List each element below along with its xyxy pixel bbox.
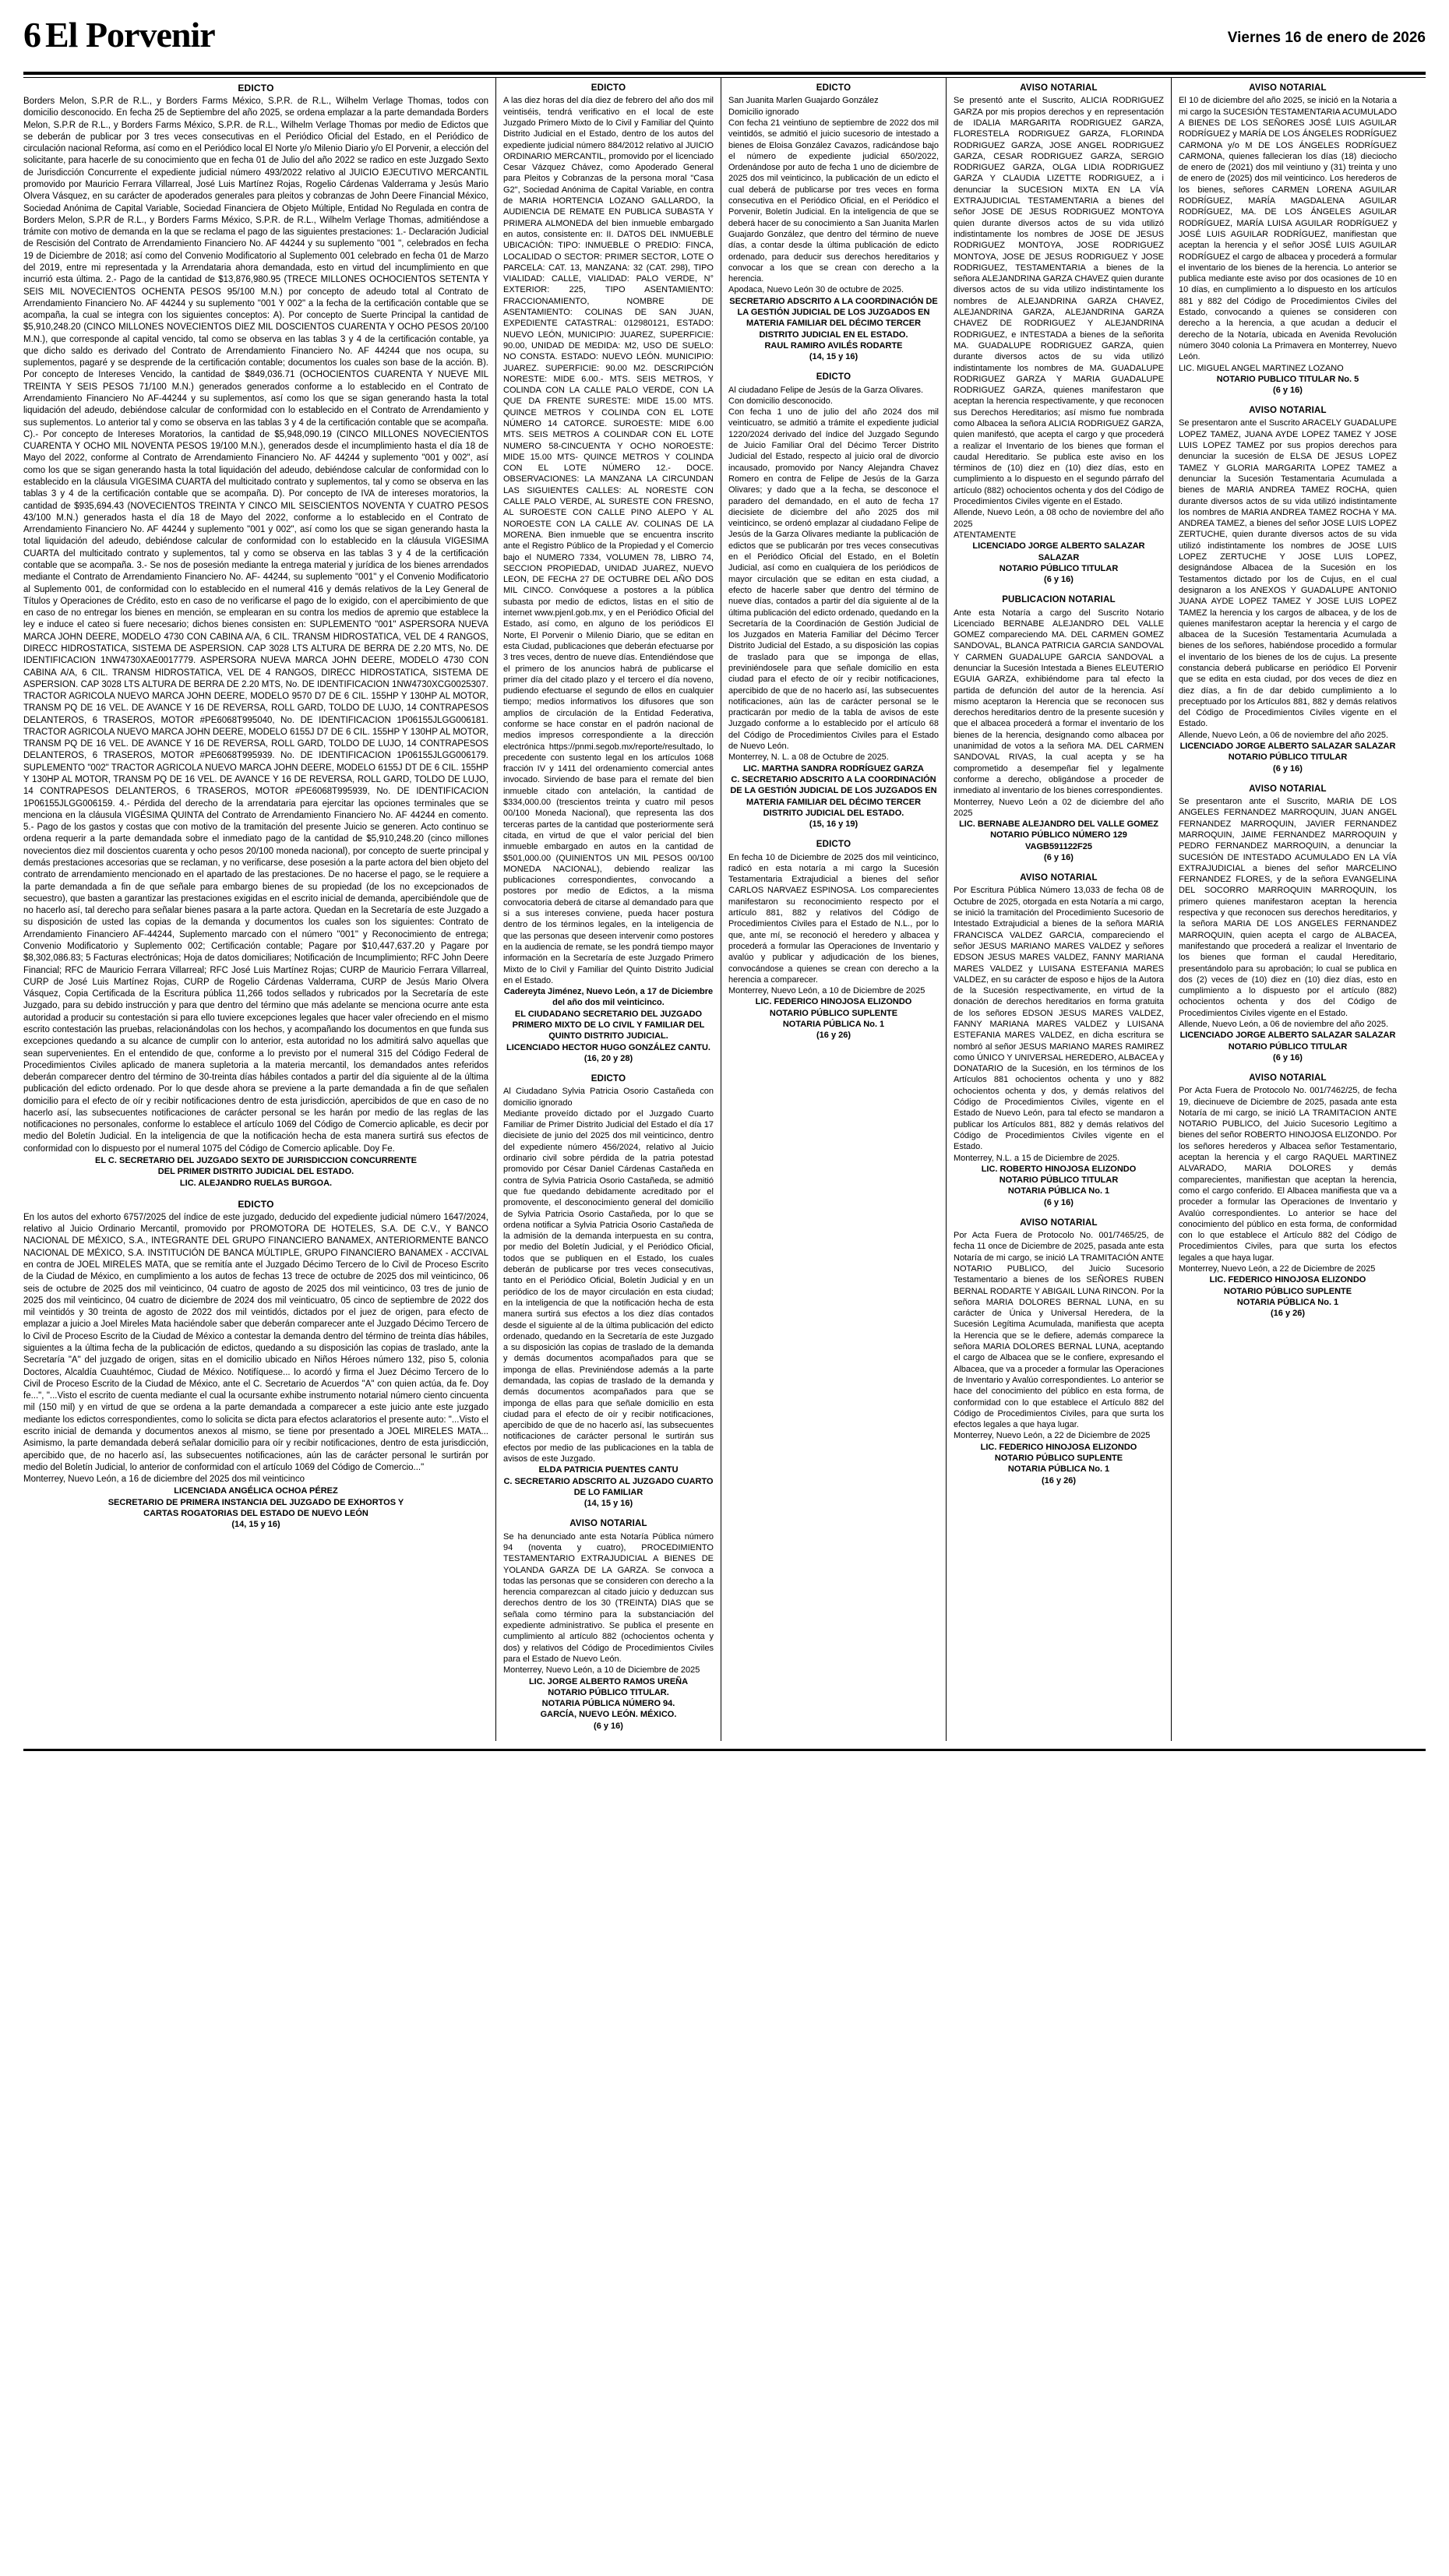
notice-signature-line: ELDA PATRICIA PUENTES CANTU — [538, 1465, 679, 1475]
notice-column — [23, 78, 496, 1741]
notice-paragraph: San Juanita Marlen Guajardo González — [728, 96, 879, 106]
notice-signature-line: EL CIUDADANO SECRETARIO DEL JUZGADO PRIMERO MIXTO DE LO CIVIL Y FAMILIAR DEL QUINTO DISTRITO JUDICIAL. — [512, 1009, 705, 1041]
legal-notice — [954, 83, 1164, 584]
notice-signature-line: DEL PRIMER DISTRITO JUDICIAL DEL ESTADO. — [157, 1167, 354, 1177]
legal-notice — [1179, 1073, 1397, 1318]
notice-signature-line: NOTARIO PÚBLICO SUPLENTE — [769, 1008, 898, 1018]
publication-dates: (16 y 26) — [816, 1031, 851, 1041]
notice-signature-line: LIC. FEDERICO HINOJOSA ELIZONDO — [1209, 1275, 1366, 1285]
masthead-title — [23, 17, 215, 53]
notice-heading: EDICTO — [591, 83, 626, 93]
notice-signature-line: Cadereyta Jiménez, Nuevo León, a 17 de Diciembre del año dos mil veinticinco. — [503, 987, 714, 1008]
legal-notice — [503, 83, 714, 1063]
notice-column — [947, 78, 1172, 1741]
notice-paragraph: Se presentaron ante el Suscrito ARACELY GUADALUPE LOPEZ TAMEZ, JUANA AYDE LOPEZ TAMEZ Y JOSE LUIS LOPEZ TAMEZ por sus propios derechos para denunciar la sucesión de ELSA DE JESUS LOPEZ TAMEZ Y GLORIA MARGARITA LOPEZ TAMEZ a denunciar la Sucesión Testamentaria Acumulada a bienes de MARIA ANDREA TAMEZ ROCHA, quien durante diversos actos de su vida utilizó indistintamente los nombres de MARIA ANDREA TAMEZ ROCHA Y MA. ANDREA TAMEZ, a bienes del señor JOSE LUIS LOPEZ ZERTUCHE, quien durante diversos actos de su vida utilizó indistintamente los nombres de JOSE LUIS LOPEZ ZERTUCHE Y JOSE LUIS LOPEZ, designándose Albacea de la Sucesión en los Testamentos dictado por los de Cujus, en el cual designaron a los ANEXOS Y GUADALUPE ANTONIO JUANA AYDE LOPEZ TAMEZ Y JOSE LUIS LOPEZ TAMEZ la herencia y los cargos de albacea, y de los de quienes manifestaron aceptar la herencia y el cargo de albacea de la Sucesión Testamentaria Acumulada a bienes de los señores, habiéndose procedido a formular el inventario de los bienes de los de cujus. La presente constancia deberá publicarse en periódico El Porvenir que se edita en esta ciudad, por dos veces de diez en diez días, a fin de dar debido cumplimiento a lo preceptuado por los Artículos 881, 882 y demás relativos del Código de Procedimientos Civiles vigente en el Estado. — [1179, 418, 1397, 729]
notice-paragraph: ATENTAMENTE — [954, 530, 1017, 540]
newspaper-name: El Porvenir — [45, 15, 215, 55]
notice-signature-line: LIC. BERNABE ALEJANDRO DEL VALLE GOMEZ — [959, 819, 1158, 830]
publication-dates: (6 y 16) — [1273, 763, 1303, 774]
notice-heading: EDICTO — [591, 1073, 626, 1084]
notice-paragraph: En los autos del exhorto 6757/2025 del índice de este juzgado, deducido del expediente judicial número 1647/2024, relativo al Juicio Ordinario Mercantil, promovido por PROMOTORA DE HOTELES, S.A. DE C.V., Y BANCO NACIONAL DE MÉXICO, S.A., INTEGRANTE DEL GRUPO FINANCIERO BANAMEX, ANTERIORMENTE BANCO NACIONAL DE MÉXICO, S.A. INSTITUCIÓN DE BANCA MÚLTIPLE, GRUPO FINANCIERO BANAMEX - ACCIVAL en contra de JOEL MIRELES MATA, que se remitía ante el Juzgado Décimo Tercero de lo Civil de Proceso Escrito de la Ciudad de México, en cumplimiento a los autos de fechas 13 trece de octubre de 2025 dos mil veinticinco, 06 seis de octubre de 2025 dos mil veinticinco, 04 cuatro de agosto de 2025 dos mil veinticinco, 03 tres de junio de 2025 dos mil veinticinco, 04 cuatro de diciembre de 2024 dos mil veinticuatro, 05 cinco de septiembre de 2022 dos mil veintidós y 30 treinta de agosto de 2022 dos mil veintidós, dictados por el juez de origen, para efecto de emplazar a juicio a Joel Mireles Mata haciéndole saber que deberán comparecer ante el Juzgado Décimo Tercero de lo Civil de Proceso Escrito de la Ciudad de México a contestar la demanda dentro del término de treinta días hábiles, siguientes a la última fecha de la publicación de edictos, quedando a su disposición las copias de traslado, ante la Secretaría "A" del juzgado de origen, sitas en el domicilio ubicado en Niños Héroes número 132, piso 5, colonia Doctores, Alcaldía Cuauhtémoc, Ciudad de México. Notifíquese... lo acordó y firma el Juez Décimo Tercero de lo Civil de Proceso Escrito de la Ciudad de México, ante el C. Secretario de Acuerdos "A" con quien actúa, da fe. Doy fe...", "...Visto el escrito de cuenta mediante el cual la ocursante exhibe instrumento notarial número ciento cincuenta mil (150 mil) y en virtud de que se ordena a la parte demandada a comparecer a este juicio ante este juzgado mediante los edictos correspondientes, como lo solicita se dicta para efectos aclaratorios el presente auto: "...Visto el escrito inicial de demanda y documentos anexos al mismo, se tiene por presentado a JOEL MIRELES MATA... Asimismo, la parte demandada deberá señalar domicilio para oír y recibir notificaciones, dentro de esta jurisdicción, apercibido que, de no hacerlo así, las subsecuentes notificaciones, aún las de carácter personal le surtirán por medio del Boletín Judicial, lo anterior de conformidad con el artículo 1069 del Código de Comercio..." — [23, 1212, 488, 1472]
notice-signature-line: NOTARIO PÚBLICO TITULAR — [999, 1175, 1119, 1186]
notice-signature-line: SECRETARIO DE PRIMERA INSTANCIA DEL JUZGADO DE EXHORTOS Y — [108, 1497, 404, 1507]
notice-paragraph: Monterrey, Nuevo León a 02 de diciembre del año 2025 — [954, 797, 1164, 818]
publication-dates: (6 y 16) — [1044, 575, 1074, 585]
notice-signature-line: NOTARIO PÚBLICO SUPLENTE — [994, 1454, 1123, 1464]
notice-signature-line: LIC. ALEJANDRO RUELAS BURGOA. — [179, 1178, 333, 1188]
publication-dates: (16 y 26) — [1041, 1475, 1077, 1485]
notice-signature-line: C. SECRETARIO ADSCRITO A LA COORDINACIÓN DE LA GESTIÓN JUDICIAL DE LOS JUZGADOS EN MATERIA FAMILIAR DEL DÉCIMO TERCER DISTRITO JUDICIAL DEL ESTADO. — [730, 774, 937, 818]
legal-notice — [1179, 784, 1397, 1062]
notice-paragraph: Con domicilio desconocido. — [728, 396, 833, 406]
notice-paragraph: A las diez horas del día diez de febrero del año dos mil veintiséis, tendrá verificativo en el local de este Juzgado Primero Mixto de lo Civil y Familiar del Quinto Distrito Judicial en el Estado, dentro de los autos del expediente judicial número 884/2012 relativo al JUICIO ORDINARIO MERCANTIL, promovido por el licenciado Cesar Vázquez Chávez, como Apoderado General para Pleitos y Cobranzas de la persona moral "Casa G2", Sociedad Anónima de Capital Variable, en contra de MARIA HORTENCIA LOZANO GALLARDO, la AUDIENCIA DE REMATE EN PUBLICA SUBASTA Y PRIMERA ALMONEDA del bien inmueble embargado en autos, consistente en: II. DATOS DEL INMUEBLE UBICACIÓN: TIPO: INMUEBLE O PREDIO: FINCA, LOCALIDAD O SECTOR: PRIMER SECTOR, LOTE O PARCELA: CAT. 13, MANZANA: 32 (CAT. 298), TIPO VIALIDAD: CALLE, VIALIDAD: PALO VERDE, N° EXTERIOR: 225, TIPO ASENTAMIENTO: FRACCIONAMIENTO, NOMBRE DE ASENTAMIENTO: COLINAS DE SAN JUAN, EXPEDIENTE CATASTRAL: 012980121, ESTADO: NUEVO LEÓN, MUNICIPIO: JUAREZ, SUPERFICIE: 90.00, UNIDAD DE MEDIDA: M2, USO DE SUELO: NO CONSTA. ESTADO: NUEVO LEÓN. MUNICIPIO: JUAREZ. SUPERFICIE: 90.00 M2. DESCRIPCIÓN NORESTE: MIDE 6.00.- MTS. SEIS METROS, Y COLINDA CON LA CALLE PALO VERDE, CON LA QUE DA FRENTE SURESTE: MIDE 15.00 MTS. QUINCE METROS Y COLINDA CON EL LOTE NÚMERO 14 CATORCE. SUROESTE: MIDE 6.00 MTS. SEIS METROS A COLINDAR CON EL LOTE NUMERO 58-CINCUENTA Y OCHO NOROESTE: MIDE 15.00 MTS- QUINCE METROS Y COLINDA CON EL LOTE NÚMERO 12.- DOCE. OBSERVACIONES: LA MANZANA LA CIRCUNDAN LAS SIGUIENTES CALLES: AL NORESTE CON CALLE PALO VERDE, AL SURESTE CON FRESNO, AL SUROESTE CON CALLE PINO ALEPO Y AL NOROESTE CON LA CALLE AV. COLINAS DE LA MORENA. Bien inmueble que se encuentra inscrito ante el Registro Público de la Propiedad y el Comercio bajo el NUMERO 7334, VOLUMEN 78, LIBRO 74, SECCION PROPIEDAD, UNIDAD JUAREZ, NUEVO LEON, DE FECHA 27 DE OCTUBRE DEL AÑO DOS MIL CINCO. Convóquese a postores a la pública subasta por medio de edictos, listas en el sitio de internet www.pjenl.gob.mx, y en el Periódico Oficial del Estado, así como, en alguno de los periódicos El Norte, El Porvenir o Milenio Diario, que se editan en esta Ciudad, publicaciones que deberán efectuarse por 3 tres veces, dentro de nueve días. Entendiéndose que el primero de los anuncios habrá de publicarse el primer día del citado plazo y el tercero el día noveno, pudiendo efectuarse el segundo de ellos en cualquier tiempo; medios informativos los difusores que son amplios de circulación de la Entidad Federativa, conforme se hace constar en el padrón nacional de medios impresos correspondiente a la dirección electrónica https://pnmi.segob.mx/reporte/resultado, lo precedente con sustento legal en los artículos 1068 fracción IV y 1411 del ordenamiento comercial antes invocado. Sirviendo de base para el remate del bien inmueble citado con antelación, la cantidad de $334,000.00 (trescientos treinta y cuatro mil pesos 00/100 Moneda Nacional), que representa las dos terceras partes de la cantidad que posteriormente será citada, en virtud de que el valor pericial del bien inmueble embargado en autos en la cantidad de $501,000.00 (QUINIENTOS UN MIL PESOS 00/100 MONEDA NACIONAL), debiendo realizar las publicaciones correspondientes, convocando a postores por medio de Edictos, a la misma convocatoria deberá de citarse al demandado para que si a sus intereses conviene, pueda hacer postura dentro de los términos legales, en la inteligencia de que las personas que deseen intervenir como postores en la audiencia de remate, se les pondrá tiempo mayor información en la Secretaría de este Juzgado Primero Mixto de lo Civil y Familiar del Quinto Distrito Judicial en el Estado. — [503, 96, 714, 985]
publication-dates: (15, 16 y 19) — [809, 819, 858, 830]
masthead — [0, 0, 1449, 72]
legal-notice — [23, 83, 488, 1189]
publication-dates: (6 y 16) — [1273, 1052, 1303, 1062]
notice-paragraph: Se presentó ante el Suscrito, ALICIA RODRIGUEZ GARZA por mis propios derechos y en representación de IDALIA MARGARITA RODRIGUEZ GARZA, FLORESTELA RODRIGUEZ GARZA, FLORINDA RODRIGUEZ GARZA, JOSE ANGEL RODRIGUEZ GARZA, CESAR RODRIGUEZ GARZA, SERGIO RODRIGUEZ GARZA, OLGA LIDIA RODRIGUEZ GARZA Y CLAUDIA LIZETTE RODRIGUEZ, a i denunciar la SUCESION MIXTA EN LA VÍA EXTRAJUDICIAL TESTAMENTARIA a bienes del señor JOSE DE JESUS RODRIGUEZ MONTOYA quien durante diversos actos de su vida utilizó indistintamente los nombres de JOSE DE JESUS RODRIGUEZ MONTOYA, JOSE RODRIGUEZ MONTOYA, JOSE DE JESUS RODRIGUEZ Y JOSE RODRIGUEZ, TESTAMENTARIA a bienes de la señora ALEJANDRINA GARZA CHAVEZ quien durante diversos actos de su vida utilizo indistintamente los nombres de ALEJANDRINA GARZA CHAVEZ, ALEJANDRINA GARZA, ALEJANDRINA GARZA CHAVEZ DE RODRIGUEZ Y ALEJANDRINA RODRIGUEZ, e INTESTADA a bienes de la señorita MA. GUADALUPE RODRIGUEZ GARZA, quien durante diversos actos de su vida utilizó indistintamente los nombres de MA. GUADALUPE RODRIGUEZ GARZA Y MARIA GUADALUPE RODRIGUEZ GARZA, quienes manifestaron que aceptan la herencia respectivamente, y que reconocen sus Derechos Hereditarios; así mismo fue nombrada como Albacea la señora ALICIA RODRIGUEZ GARZA, quien manifestó, que acepta el cargo y que procederá a realizar el Inventario de los bienes que forman el caudal Hereditario. Se publica este aviso en los términos de (10) diez en (10) diez días, esto en cumplimiento a lo dispuesto en el segundo párrafo del artículo (882) ochocientos ochenta y dos del Código de Procedimientos Civiles vigente en el Estado. — [954, 96, 1164, 507]
notice-signature-line: NOTARIO PÚBLICO NÚMERO 129 — [990, 830, 1127, 840]
notice-paragraph: Al ciudadano Felipe de Jesús de la Garza Olivares. — [728, 385, 924, 395]
notice-column — [721, 78, 947, 1741]
publication-dates: (6 y 16) — [594, 1721, 623, 1731]
notice-paragraph: Monterrey, N. L. a 08 de Octubre de 2025. — [728, 752, 889, 763]
legal-notice — [728, 83, 939, 361]
notice-heading: PUBLICACION NOTARIAL — [1002, 595, 1116, 605]
notice-paragraph: Se presentaron ante el Suscrito, MARIA DE LOS ANGELES FERNANDEZ MARROQUIN, JUAN ANGEL FERNANDEZ MARROQUIN, JAVIER FERNANDEZ MARROQUIN, JAIME FERNANDEZ MARROQUIN y PEDRO FERNANDEZ MARROQUIN, a denunciar la SUCESIÓN DE INTESTADO ACUMULADO EN LA VÍA EXTRAJUDICIAL a bienes del señor MARCELINO FERNANDEZ FLORES, y de la señora EVANGELINA DEL SOCORRO MARROQUIN MARROQUIN, los primero quienes manifestaron aceptan la herencia respectiva y que reconocen sus derechos hereditarios, y la señora MARIA DE LOS ANGELES FERNANDEZ MARROQUIN, quien acepta el cargo de ALBACEA, manifestando que procederá a realizar el Inventario de los bienes que forman el caudal Hereditario, presentándolo para su aprobación; lo cual se publica en dos (2) veces de (10) diez en (10) diez días, esto en cumplimiento a lo dispuesto por el artículo (882) ochocientos ochenta y dos del Código de Procedimientos Civiles vigente en el Estado. — [1179, 797, 1397, 1018]
notice-paragraph: En fecha 10 de Diciembre de 2025 dos mil veinticinco, radicó en esta notaría a mi cargo la Sucesión Testamentaria Extrajudicial a bienes del señor CARLOS NARVAEZ ESPINOSA. Los comparecientes manifestaron su reconocimiento respecto por el artículo 881, 882 y relativos del Código de Procedimientos Civiles para el Estado de N.L., por lo que, ante mí, se reconoció el heredero y albacea y procederá a formular las Operaciones de Inventario y avalúo y publicar y adjudicación de los bienes, convocándose a quienes se crean con derecho a la herencia a comparecer. — [728, 852, 939, 985]
notice-column — [1172, 78, 1397, 1741]
notice-signature-line: NOTARIO PÚBLICO TITULAR — [1228, 1041, 1348, 1052]
legal-notice — [23, 1199, 488, 1529]
notice-signature-line: LIC. FEDERICO HINOJOSA ELIZONDO — [980, 1442, 1137, 1452]
notice-heading: EDICTO — [816, 83, 851, 93]
notice-paragraph: Borders Melon, S.P.R de R.L., y Borders Farms México, S.P.R. de R.L., Wilhelm Verlage Thomas, todos con domicilio desconocido. En fecha 25 de Septiembre del año 2025, se ordena emplazar a la parte demandada Borders Melon, S.P.R de R.L., y Borders Farms México, S.P.R. de R.L., Wilhelm Verlage Thomas por medio de Edictos que se deberán de publicar por 3 tres veces consecutivas en el Periódico Oficial del Estado, en el Periódico de circulación nacional Reforma, así como en el Periódico local El Norte y/o Milenio Diario y/o El Porvenir, a elección del solicitante, para hacerle de su conocimiento que en fecha 01 de Julio del año 2022 se radico en este Juzgado Sexto de Jurisdicción Concurrente el expediente judicial número 493/2022 relativo al JUICIO EJECUTIVO MERCANTIL promovido por Mauricio Ferrara Villarreal, José Luis Martínez Rojas, Rogelio Cárdenas Valderrama y Jesús Mario Olvera Vásquez, en su carácter de apoderados generales para pleitos y cobranzas de John Deere Financial México, Sociedad Anónima de Capital Variable, Sociedad Financiera de Objeto Múltiple, Entidad No Regulada en contra de Borders Melon, S.P.R de R.L., y Borders Farms México, S.P.R. de R.L., Wilhelm Verlage Thomas, admitiéndose a trámite con motivo de demanda en la que se reclama el pago de las siguientes prestaciones: 1.- Declaración Judicial de Rescisión del Contrato de Arrendamiento Financiero No. AF 44244 y su suplemento "001 ", celebrados en fecha 19 de Diciembre de 2018; así como del Convenio Modificatorio al Suplemento 001 celebrado en fecha 01 de Marzo del 2019, entre mi representada y la Arrendataria ahora demandada, esto en virtud del incumplimiento en que incurrió esta última. 2.- Pago de la cantidad de $13,876,980.95 (TRECE MILLONES OCHOCIENTOS SETENTA Y SEIS MIL NOVECIENTOS OCHENTA PESOS 95/100 M.N.) por concepto de adeudo total al Contrato de Arrendamiento Financiero No. AF 44244 y su suplemento "001 Y 002" a la fecha de la certificación contable que se acompaña, la cual se integra con los siguientes conceptos: A). Por concepto de Suerte Principal la cantidad de $5,910,248.20 (CINCO MILLONES NOVECIENTOS DIEZ MIL DOSCIENTOS CUARENTA Y OCHO PESOS 20/100 M.N.), que corresponde al capital vencido, tal como se observa en las tablas 3 y 4 de la certificación contable, ya que dicho saldo es derivado del Contrato de Arrendamiento Financiero No. AF 44244 que nos ocupa, su suplementos, pagaré y se desprende de la certificación contable; documentos los cuales son base de la acción. B). Por concepto de Intereses Vencido, la cantidad de $849,036.71 (OCHOCIENTOS CUARENTA Y NUEVE MIL TREINTA Y SEIS PESOS 71/100 M.N.) generados generados conforme a lo establecido en el Contrato de Arrendamiento Financiero No AF-44244 y su suplementos, así como los que se sigan generando hasta la total liquidación del adeudo, debiéndose calcular de conformidad con lo establecido en el Contrato de Arrendamiento y sus suplementos. Lo anterior tal y como se observa en las tablas 3 y 4 de la certificación contable que se acompaña. C).- Por concepto de Intereses Moratorios, la cantidad de $5,948,090.19 (CINCO MILLONES NOVECIENTOS CUARENTA Y OCHO MIL NOVENTA PESOS 19/100 M.N.), generados desde el incumplimiento hasta el día 18 de Mayo del 2022, conforme al Contrato de Arrendamiento Financiero No. AF 44244 y suplemento "001 y 002", así como los que se sigan generando hasta la total liquidación del adeudo, debiéndose calcular de conformidad con lo establecido en la cláusula VIGESIMA CUARTA del multicitado contrato y suplementos, tal y como se observa en las tablas 3 y 4 de la certificación contable que se acompaña. D). Por concepto de IVA de intereses moratorios, la cantidad de $935,694.43 (NOVECIENTOS TREINTA Y CINCO MIL SEISCIENTOS NOVENTA Y CUATRO PESOS 43/100 M.N.) generados hasta el día 18 de Mayo del 2022, conforme a lo establecido en el Contrato de Arrendamiento Financiero No. AF 44244 y suplemento "001 y 002", así como los que se sigan generando hasta la total liquidación del adeudo, debiéndose calcular de conformidad con lo establecido en la cláusula VIGESIMA CUARTA del multicitado contrato y suplementos, tal y como se observa en las tablas 3 y 4 de la certificación contable que se acompaña. 3.- Se nos de posesión mediante la entrega material y jurídica de los bienes arrendados mediante el Contrato de Arrendamiento Financiero No. AF- 44244, su suplemento "001" y el Convenio Modificatorio al Suplemento 001, de conformidad con lo establecido en el numeral 416 y demás relativos de la Ley General de Títulos y Operaciones de Crédito, esto en caso de no verificarse el pago de lo exigido, con el apercibimiento de que en caso de no entregar los bienes en mención, se emplearan en su contra los medios de apremio que establece la ley e induce el cateo si fuere necesario; dichos bienes consisten en: SUPLEMENTO "001" ASPERSORA NUEVA MARCA JOHN DEERE, MODELO 4730 CON CABINA A/A, 6 CIL. TRANSM HIDROSTATICA, VEL DE 4 RANGOS, DIRECC HIDROSTATICA, SISTEMA DE ASPERSION. CAP 3028 LTS ALTURA DE BERRA DE 2.20 MTS, No. DE IDENTIFICACION 1NW4730XAE0017779. ASPERSORA NUEVA MARCA JOHN DEERE, MODELO 4730 CON CABINA A/A, 6 CIL. TRANSM HIDROSTATICA, VEL DE 4 RANGOS, DIRECC HIDROSTATICA, SISTEMA DE ASPERSION. CAP 3028 LTS ALTURA DE BERRA DE 2.20 MTS, No. DE IDENTIFICACION 1NW4730XCG0025307. TRACTOR AGRICOLA NUEVO MARCA JOHN DEERE, MODELO 9570 D7 DE 6 CIL. 155HP Y 130HP AL MOTOR, TRANSM PQ DE 16 VEL. DE AVANCE Y 16 DE REVERSA, ROLL GARD, TOLDO DE LUJO, 14 CONTRAPESOS DELANTEROS, 6 TRASEROS, MOTOR #PE6068T995040, No. DE IDENTIFICACION 1P06155JLGG006181. TRACTOR AGRICOLA NUEVO MARCA JOHN DEERE, MODELO 6155J D7 DE 6 CIL. 155HP Y 130HP AL MOTOR, TRANSM PQ DE 16 VEL. DE AVANCE Y 16 DE REVERSA, ROLL GARD, TOLDO DE LUJO, 14 CONTRAPESOS DELANTEROS, 6 TRASEROS, MOTOR #PE6068T995939. No. DE IDENTIFICACION 1P06155JLGG006179. SUPLEMENTO "002" TRACTOR AGRICOLA NUEVO MARCA JOHN DEERE, MODELO 6155J DT DE 6 CIL. 155HP Y 130HP AL MOTOR, TRANSM PQ DE 16 VEL. DE AVANCE Y 16 DE REVERSA, ROLL GARD, TOLDO DE LUJO, 14 CONTRAPESOS DELANTEROS, 6 TRASEROS, MOTOR #PE6068T995939, No. DE IDENTIFICACION 1P06155JLGG006159. 4.- Pérdida del derecho de la arrendataria para ejercitar las opciones terminales que se menciona en la cláusula VIGÉSIMA QUINTA del Contrato de Arrendamiento Financiero No. AF 44244 en comento. 5.- Pago de los gastos y costas que con motivo de la tramitación del presente Juicio se generen. Acto continuo se ordena requerir a la parte demandada sobre el inmediato pago de la cantidad de $5,910,248.20 (cinco millones novecientos diez mil doscientos cuarenta y ocho pesos 20/100 moneda nacional), por concepto de suerte principal y demás prestaciones accesorias que se reclaman, y no verificarse, dese posesión a la parte actora del bien objeto del contrato de arrendamiento mencionado en el apartado de las prestaciones. De no hacerse el pago, se le requiere a la parte demandada a fin de que señale para embargo bienes de su propiedad (de los no excepcionados de secuestro), que basten a garantizar las prestaciones exigidas en el escrito inicial de demanda, apercibiéndole que de no hacerlo así, tal derecho para señalar bienes pasara a la parte actora. Quedan en la Secretaría de este Juzgado a su disposición de usted las copias de la demanda y documentos los cuales son los siguientes: Contrato de Arrendamiento Financiero AF-44244, Suplemento marcado con el número "001" y Reconocimiento de entrega; Convenio Modificatorio y Suplemento 002; Certificación contable; Pagare por $10,447,637.20 y Pagare por $8,302,086.83; 5 Facturas electrónicas; Hoja de datos domiciliares; Notificación de Incumplimiento; RFC John Deere Financial; RFC de Mauricio Ferrara Villarreal; RFC José Luis Martínez Rojas; CURP de Mauricio Ferrara Villarreal, CURP de José Luis Martínez Rojas, CURP de Rogelio Cárdenas Valderrama, CURP de Jesús Mario Olvera Vásquez, Copia Certificada de la Escritura pública 11,266 todos sellados y rubricados por la Secretaría de este Juzgado, para su debido instrucción y para que dentro del término que más adelante se menciona ocurre ante esta autoridad a producir su contestación si para ello tuviere excepciones legales que hacer valer ofreciendo en el mismo escrito contestación las pruebas, relacionándolas con los hechos, y acompañando los documentos en que funda sus excepciones quedando a su alcance de cumplir con lo anterior, esta autoridad no los admitirá salvo aquellas que sean supervenientes. En el entendido de que, conforme a lo previsto por el numeral 315 del Código Federal de Procedimientos Civiles aplicado de manera supletoria a la materia mercantil, los demandados antes referidos deberán comparecer dentro del término de 30-treinta días hábiles contados a partir del día siguiente al de la última publicación del edicto ordenado. Por lo que desde ahora se previene a la parte demandada a fin de que señalen domicilio para el efecto de oír y recibir notificaciones dentro de esta jurisdicción, apercibidos de que en caso de no hacerlo así, las subsecuentes notificaciones de carácter personal se les harán por medio de las reglas de las notificaciones no personales, conforme lo establece el artículo 1069 del Código de Comercio aplicable, es decir por medio del Boletín Judicial. En la inteligencia de que la notificación hecha de esta manera surtirá sus efectos de conformidad con lo dispuesto por el numeral 1075 del Código de Comercio aplicable. Doy Fe. — [23, 97, 489, 1154]
legal-notice — [1179, 83, 1397, 395]
notice-signature-line: NOTARIO PUBLICO TITULAR No. 5 — [1216, 374, 1359, 384]
notice-paragraph: Allende, Nuevo León, a 06 de noviembre del año 2025. — [1179, 730, 1389, 740]
notice-heading: AVISO NOTARIAL — [1249, 784, 1327, 794]
notice-signature-line: GARCÍA, NUEVO LEÓN. MÉXICO. — [540, 1710, 677, 1720]
notice-column — [496, 78, 721, 1741]
notice-signature-line: NOTARIA PÚBLICA No. 1 — [1007, 1186, 1110, 1196]
notice-signature-line: RAUL RAMIRO AVILÉS RODARTE — [764, 340, 903, 351]
notice-paragraph: Allende, Nuevo León, a 06 de noviembre del año 2025. — [1179, 1019, 1389, 1029]
publication-dates: (16, 20 y 28) — [583, 1053, 633, 1063]
legal-notice — [503, 1073, 714, 1508]
notice-paragraph: Monterrey, Nuevo León, a 10 de Diciembre de 2025 — [728, 986, 925, 996]
notice-paragraph: Monterrey, Nuevo León, a 16 de diciembre del 2025 dos mil veinticinco — [23, 1475, 305, 1485]
notice-paragraph: Monterrey, N.L. a 15 de Diciembre de 2025. — [954, 1153, 1120, 1163]
notice-signature-line: CARTAS ROGATORIAS DEL ESTADO DE NUEVO LEÓN — [143, 1508, 368, 1518]
legal-notice — [954, 1218, 1164, 1485]
publication-dates: (6 y 16) — [1044, 1197, 1074, 1207]
notice-paragraph: Se ha denunciado ante esta Notaría Pública número 94 (noventa y cuatro), PROCEDIMIENTO TESTAMENTARIO EXTRAJUDICIAL A BIENES DE YOLANDA GARZA DE LA GARZA. Se convoca a todas las personas que se consideren con derecho a la herencia comparezcan al citado juicio y deduzcan sus derechos dentro de los 30 (TREINTA) DIAS que se señala como término para la substanciación del expediente administrativo. Se publica el presente en cumplimiento al artículo 882 (ochocientos ochenta y dos) y relativos del Código de Procedimientos Civiles para el Estado de Nuevo León. — [503, 1531, 714, 1664]
notice-signature-line: NOTARIO PÚBLICO TITULAR — [1228, 752, 1348, 763]
notice-signature-line: NOTARIO PÚBLICO SUPLENTE — [1223, 1286, 1352, 1296]
notice-heading: EDICTO — [238, 83, 274, 93]
notice-paragraph: Domicilio ignorado — [728, 107, 799, 117]
notice-paragraph: Con fecha 1 uno de julio del año 2024 dos mil veinticuatro, se admitió a trámite el expediente judicial 1220/2024 derivado del índice del Juzgado Segundo de Juicio Familiar Oral del Décimo Tercer Distrito Judicial del Estado, respecto al juicio oral de divorcio incausado, promovido por Nancy Alejandra Chavez Romero en contra de Felipe de Jesús de la Garza Olivares; y dado que a la fecha, se desconoce el paradero del demandado, en el auto de fecha 17 diecisiete de diciembre del año 2025 dos mil veinticinco, se ordenó emplazar al ciudadano Felipe de Jesús de la Garza Olivares mediante la publicación de edictos que se publicarán por tres veces consecutivas en el Periódico Oficial del Estado, en el Boletín Judicial, así como en cualquiera de los periódicos de mayor circulación que se editan en esta ciudad, a efecto de hacerle saber que dentro del término de nueve días, contados a partir del día siguiente al de la última publicación del edicto ordenado, quedando en la Secretaría de la Coordinación de Gestión Judicial de los Juzgados en Materia Familiar del Décimo Tercer Distrito Judicial del Estado, a su disposición las copias de traslado para que se imponga de ellas, previniéndosele para que señale domicilio en esta ciudad para el efecto de oír y recibir notificaciones, apercibido de que de no hacerlo así, las subsecuentes notificaciones, aún las de carácter personal se le practicarán por medio de la tabla de avisos de este Juzgado conforme a lo establecido por el artículo 68 del Código de Procedimientos Civiles para el Estado de Nuevo León. — [728, 407, 939, 752]
notice-signature-line: LIC. MARTHA SANDRA RODRÍGUEZ GARZA — [742, 763, 924, 774]
notice-signature-line: NOTARIO PÚBLICO TITULAR — [999, 563, 1119, 573]
publication-dates: (14, 15 y 16) — [583, 1499, 633, 1509]
notice-paragraph: Monterrey, Nuevo León, a 22 de Diciembre de 2025 — [954, 1431, 1151, 1441]
notice-paragraph: Al Ciudadano Sylvia Patricia Osorio Castañeda con domicilio ignorado — [503, 1087, 714, 1108]
notice-paragraph: Por Escritura Pública Número 13,033 de fecha 08 de Octubre de 2025, otorgada en esta Notaría a mi cargo, se inició la tramitación del Procedimiento Sucesorio de Intestado Extrajudicial a bienes de la señora MARIA FRANCISCA VALDEZ GARCIA, compareciendo el señor JESUS MARIANO MARES VALDEZ y señores EDSON JESUS MARES VALDEZ, FANNY MARIANA MARES VALDEZ y LUISANA ESTEFANIA MARES VALDEZ, en su carácter de esposo e hijos de la Autora de la Sucesión respectivamente, en virtud de la donación de derechos hereditarios en forma gratuita de los señores EDSON JESUS MARES VALDEZ, FANNY MARIANA MARES VALDEZ y LUISANA ESTEFANIA MARES VALDEZ, en dicha escritura se nombró al señor JESUS MARIANO MARES RAMIREZ como ÚNICO Y UNIVERSAL HEREDERO, ALBACEA y DONATARIO de la Sucesión, en los términos de los Artículos 881 ochocientos ochenta y uno y 882 ochocientos ochenta y dos, y demás relativos del Código de Procedimientos Civiles, vigente en el Estado de Nuevo León, para tal efecto se mandaron a publicar los Artículos 881, 882 y demás relativos del Código de Procedimientos Civiles vigente en el Estado. — [954, 886, 1164, 1152]
notice-heading: AVISO NOTARIAL — [1249, 406, 1327, 416]
legal-notice — [954, 594, 1164, 862]
legal-notice — [728, 839, 939, 1040]
notice-signature-line: LICENCIADO JORGE ALBERTO SALAZAR SALAZAR — [1179, 1031, 1396, 1041]
notice-heading: AVISO NOTARIAL — [1020, 1218, 1098, 1228]
notice-signature-line: LIC. ROBERTO HINOJOSA ELIZONDO — [981, 1164, 1137, 1174]
notice-signature-line: NOTARIO PÚBLICO TITULAR. — [548, 1687, 669, 1697]
footer-rule — [23, 1749, 1426, 1751]
legal-notice — [503, 1518, 714, 1730]
notice-signature-line: LIC. FEDERICO HINOJOSA ELIZONDO — [755, 997, 912, 1007]
notice-heading: AVISO NOTARIAL — [1020, 83, 1098, 93]
notice-signature-line: LICENCIADO JORGE ALBERTO SALAZAR SALAZAR — [1179, 742, 1396, 752]
legal-notice — [954, 872, 1164, 1207]
notice-signature-line: NOTARIA PÚBLICA No. 1 — [782, 1019, 885, 1029]
notice-signature-line: NOTARIA PÚBLICA No. 1 — [1236, 1297, 1339, 1307]
notice-paragraph: Mediante proveído dictado por el Juzgado Cuarto Familiar de Primer Distrito Judicial del Estado el día 17 diecisiete de junio del 2025 dos mil veinticinco, dentro del expediente número 456/2024, relativo al Juicio ordinario civil sobre pérdida de la patria potestad promovido por César Daniel Cárdenas Castañeda en contra de Sylvia Patricia Osorio Castañeda, se admitió que fue quedando debidamente acreditado por el promovente, el desconocimiento general del domicilio de Sylvia Patricia Osorio Castañeda, por lo que se ordena notificar a Sylvia Patricia Osorio Castañeda de la admisión de la demanda interpuesta en su contra, por medio del Boletín Judicial, y el Periódico Oficial, todos que se publiquen en el Estado, los cuales deberán de publicarse por tres veces consecutivas, tanto en el Periódico Oficial, Boletín Judicial y en un periódico de los de mayor circulación en esta ciudad; en la inteligencia de que la notificación hecha de esta manera surtirá sus efectos a los diez días contados desde el siguiente al de la última publicación del edicto ordenado, quedando en la Secretaría de este Juzgado a su disposición las copias de traslado de la demanda y demás documentos acompañados para que se imponga de ellas. Previniéndose además a la parte demandada, las copias de traslado de la demanda y demás documentos acompañados para que se imponga de ellas para que señale domicilio en esta ciudad para el efecto de oír y recibir notificaciones, apercibido de que de no hacerlo así, las subsecuentes notificaciones de carácter personal le surtirán sus efectos por medio de las publicaciones en la tabla de avisos de este Juzgado. — [503, 1108, 714, 1464]
publication-dates: (6 y 16) — [1044, 853, 1074, 863]
notice-signature-line: LICENCIADA ANGÉLICA OCHOA PÉREZ — [174, 1486, 338, 1496]
notice-signature-line: LICENCIADO JORGE ALBERTO SALAZAR SALAZAR — [972, 541, 1145, 562]
publication-dates: (6 y 16) — [1273, 386, 1303, 396]
publication-dates: (14, 15 y 16) — [809, 352, 858, 362]
notice-paragraph: Con fecha 21 veintiuno de septiembre de 2022 dos mil veintidós, se admitió el juicio sucesorio de intestado a bienes de Eloisa González Cavazos, radicándose bajo el número de expediente judicial 650/2022, Ordenándose por auto de fecha 1 uno de diciembre de 2025 dos mil veinticinco, la publicación de un edicto el cual deberá de publicarse por tres veces en forma consecutiva en el Periódico Oficial, en el Periódico el Porvenir, Boletín Judicial. En la inteligencia de que se deberá hacer de su conocimiento a San Juanita Marlen Guajardo González, que dentro del término de nueve días, a contar desde la última publicación de edicto ordenado, para deducir sus derechos hereditarios y convocar a los que se crean con derecho a la herencia. — [728, 118, 939, 284]
notice-signature-line: LIC. JORGE ALBERTO RAMOS UREÑA — [528, 1676, 689, 1686]
notice-signature-line: VAGB591122F25 — [1024, 841, 1093, 851]
notice-paragraph: LIC. MIGUEL ANGEL MARTINEZ LOZANO — [1179, 363, 1344, 373]
notice-heading: EDICTO — [238, 1198, 274, 1210]
notice-signature-line: SECRETARIO ADSCRITO A LA COORDINACIÓN DE LA GESTIÓN JUDICIAL DE LOS JUZGADOS EN MATERIA FAMILIAR DEL DÉCIMO TERCER DISTRITO JUDICIAL EN EL ESTADO. — [729, 296, 938, 340]
notice-paragraph: Ante esta Notaría a cargo del Suscrito Notario Licenciado BERNABE ALEJANDRO DEL VALLE GOMEZ compareciendo MA. DEL CARMEN GOMEZ SANDOVAL, BLANCA PATRICIA GARCIA SANDOVAL Y CARMEN GUADALUPE GARCIA SANDOVAL a denunciar la Sucesión Intestada a Bienes ELEUTERIO EGUIA GARZA, exhibiéndome para tal efecto la partida de defunción del autor de la herencia. Así mismo aceptaron la Herencia que se reconocen sus derechos hereditarios dentro de la presente sucesión y que el albacea procederá a formar el inventario de los bienes de la herencia, designando como albacea por unanimidad de votos a la señora MA. DEL CARMEN SANDOVAL RIVAS, la cual acepta y se ha comprometido a desempeñar fiel y legalmente conforme a derecho, obligándose a proceder de inmediato al inventario de los bienes correspondientes. — [954, 608, 1164, 796]
notices-column-grid — [23, 78, 1426, 1741]
notice-heading: EDICTO — [816, 840, 851, 850]
notice-paragraph: El 10 de diciembre del año 2025, se inició en la Notaria a mi cargo la SUCESIÓN TESTAMENTARIA ACUMULADO A BIENES DE LOS SEÑORES JOSÉ LUIS AGUILAR RODRÍGUEZ y MARÍA DE LOS ÁNGELES RODRÍGUEZ CARMONA y/o M DE LOS ÁNGELES RODRÍGUEZ CARMONA, quienes fallecieran los días (18) dieciocho de enero de (2021) dos mil veintiuno y (31) treinta y uno de enero de (2025) dos mil veinticinco. Los herederos de los bienes, señores CARMEN LORENA AGUILAR RODRÍGUEZ, MARÍA MAGDALENA AGUILAR RODRÍGUEZ, MA. DE LOS ÁNGELES AGUILAR RODRÍGUEZ, MARÍA LUISA AGUILAR RODRÍGUEZ y JOSÉ LUIS AGUILAR RODRÍGUEZ, manifiestan que aceptan la herencia y el señor JOSÉ LUIS AGUILAR RODRÍGUEZ el cargo de albacea y procederá a formular el inventario de los bienes de la herencia. Lo anterior se publica mediante este aviso por dos ocasiones de 10 en 10 días, en cumplimiento a lo dispuesto en los artículos 881 y 882 del Código de Procedimientos Civiles del Estado, convocando a quienes se consideren con derecho a la herencia, a que acudan a deducir el derecho de la Notaría, ubicada en Avenida Revolución número 3040 colonia La Primavera en Monterrey, Nuevo León. — [1179, 96, 1397, 362]
notice-signature-line: LICENCIADO HECTOR HUGO GONZÁLEZ CANTU. — [506, 1042, 710, 1052]
page-folio-number: 6 — [23, 15, 41, 55]
legal-notice — [1179, 405, 1397, 774]
notice-paragraph: Monterrey, Nuevo León, a 22 de Diciembre de 2025 — [1179, 1264, 1376, 1274]
notice-heading: AVISO NOTARIAL — [569, 1519, 647, 1529]
notice-paragraph: Allende, Nuevo León, a 08 ocho de noviembre del año 2025 — [954, 508, 1164, 529]
header-rule — [23, 72, 1426, 78]
issue-date: Viernes 16 de enero de 2026 — [1227, 30, 1426, 46]
notice-heading: AVISO NOTARIAL — [1249, 1073, 1327, 1083]
notice-signature-line: NOTARIA PÚBLICA NÚMERO 94. — [541, 1699, 675, 1709]
publication-dates: (14, 15 y 16) — [231, 1520, 280, 1530]
notice-paragraph: Monterrey, Nuevo León, a 10 de Diciembre de 2025 — [503, 1665, 700, 1676]
notice-signature-line: EL C. SECRETARIO DEL JUZGADO SEXTO DE JURISDICCION CONCURRENTE — [95, 1156, 417, 1166]
notice-signature-line: C. SECRETARIO ADSCRITO AL JUZGADO CUARTO DE LO FAMILIAR — [503, 1476, 714, 1497]
legal-notice — [728, 372, 939, 829]
notice-paragraph: Por Acta Fuera de Protocolo No. 001/7465/25, de fecha 11 once de Diciembre de 2025, pasada ante esta Notaría de mi cargo, se inició LA TRAMITACIÓN ANTE NOTARIO PUBLICO, del Juicio Sucesorio Testamentario a bienes de los SEÑORES RUBEN BERNAL RODARTE Y ABIGAIL LUNA RINCON. Por la señora MARIA DOLORES BERNAL LUNA, en su carácter de Única y Universal Heredera, de la Sucesión Legítima Acumulada, manifiesta que acepta la Herencia que se le defiere, además comparece la señora MARIA DOLORES BERNAL LUNA, aceptando el cargo de Albacea que se le confiere, expresando el Albacea, que va a proceder a formular las Operaciones de Inventario y Avalúo correspondientes. Lo anterior se hace del conocimiento del público en esta forma, de conformidad con lo que establece el Artículo 882 del Código de Procedimientos Civiles, para que surta los efectos legales a que haya lugar. — [954, 1231, 1164, 1430]
notice-paragraph: Apodaca, Nuevo León 30 de octubre de 2025. — [728, 285, 904, 295]
publication-dates: (16 y 26) — [1270, 1309, 1306, 1319]
notice-signature-line: NOTARIA PÚBLICA No. 1 — [1007, 1464, 1110, 1475]
notice-heading: AVISO NOTARIAL — [1020, 873, 1098, 883]
notice-heading: EDICTO — [816, 372, 851, 382]
notice-paragraph: Por Acta Fuera de Protocolo No. 001/7462/25, de fecha 19, diecinueve de Diciembre de 2025, pasada ante esta Notaría de mi cargo, se inició LA TRAMITACION ANTE NOTARIO PUBLICO, del Juicio Sucesorio Legítimo a bienes del señor ROBERTO HINOJOSA ELIZONDO. Por los señores herederos y Albacea señor Testamentario, aceptan la herencia y el cargo RAQUEL MARTINEZ ALVARADO, MARIA DOLORES y demás comparecientes, manifiestan que aceptan la herencia, como el cargo conferido. El Albacea manifiesta que va a proceder a formular las Operaciones de Inventario y Avalúo correspondientes. Lo anterior se hace del conocimiento del público en esta forma, de conformidad con lo que establece el Artículo 882 del Código de Procedimientos Civiles, para que surta los efectos legales a que haya lugar. — [1179, 1086, 1397, 1263]
notice-heading: AVISO NOTARIAL — [1249, 83, 1327, 93]
